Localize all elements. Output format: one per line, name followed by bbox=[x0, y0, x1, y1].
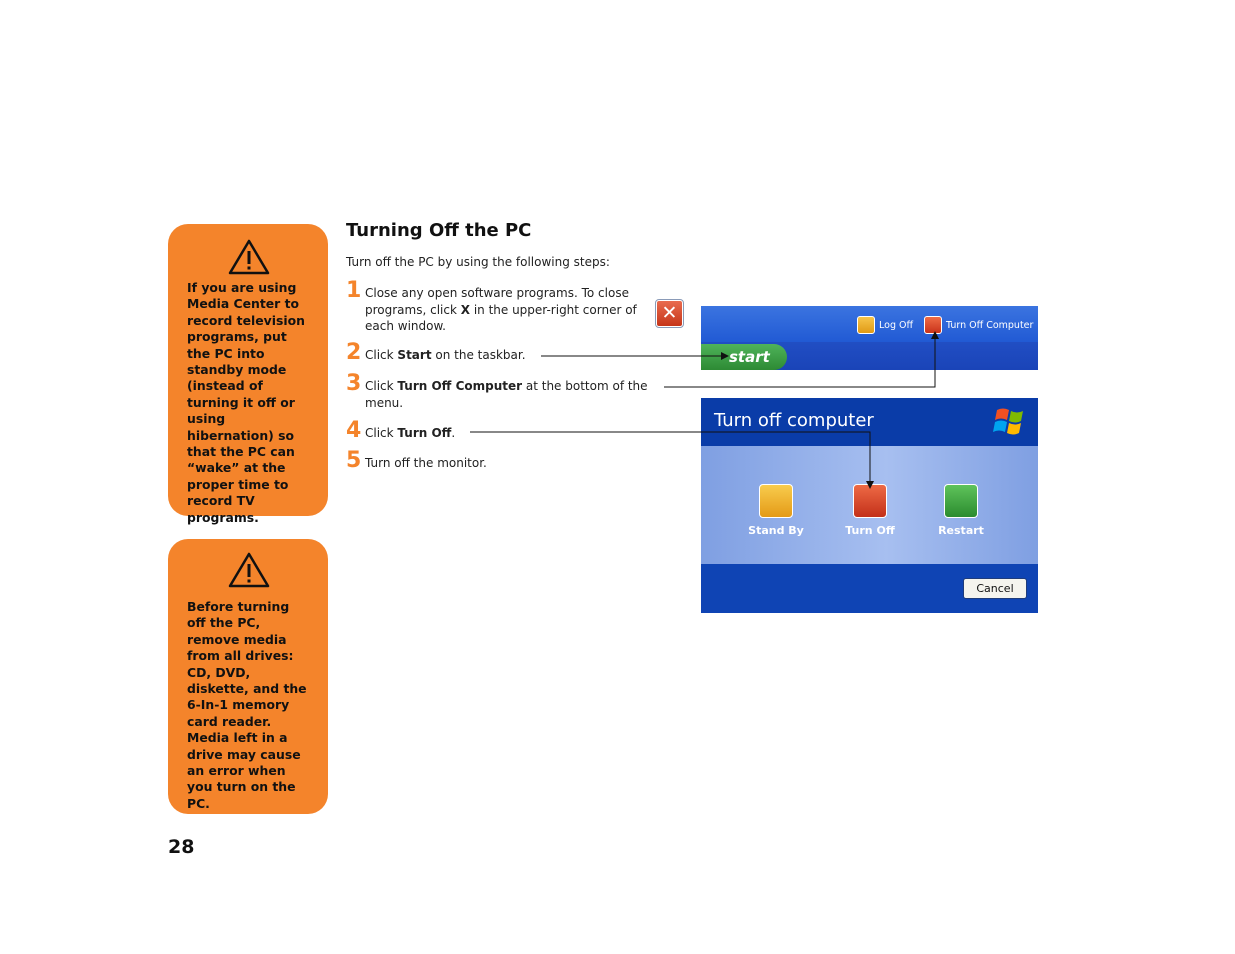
turn-off-label: Turn Off bbox=[845, 524, 895, 537]
restart-label: Restart bbox=[938, 524, 984, 537]
log-off-label: Log Off bbox=[879, 319, 914, 331]
close-window-button[interactable]: ✕ bbox=[656, 300, 683, 327]
step-number-2: 2 bbox=[346, 340, 362, 365]
turn-off-computer-label: Turn Off Computer bbox=[946, 319, 1034, 331]
page-number: 28 bbox=[168, 836, 195, 858]
callout-turn-off bbox=[470, 432, 870, 488]
step-number-3: 3 bbox=[346, 371, 362, 396]
warning-text-standby: If you are using Media Center to record television programs, put the PC into standby mode (instead of turning it off or using hibernation) so that the PC can “wake” at the proper time to record TV programs. bbox=[187, 280, 305, 525]
step-text-5: Turn off the monitor. bbox=[365, 456, 487, 470]
warning-text-media: Before turning off the PC, remove media from all drives: CD, DVD, diskette, and the 6-In-1 memory card reader. Media left in a drive may cause an error when you turn on the PC. bbox=[187, 599, 307, 811]
step-number-4: 4 bbox=[346, 418, 362, 443]
callout-turn-off-computer bbox=[664, 332, 935, 387]
step-text-2: Click Start on the taskbar. bbox=[365, 348, 526, 362]
stand-by-label: Stand By bbox=[748, 524, 804, 537]
dialog-title: Turn off computer bbox=[714, 410, 874, 431]
page-title: Turning Off the PC bbox=[346, 220, 532, 241]
step-text-4: Click Turn Off. bbox=[365, 426, 456, 440]
cancel-button[interactable]: Cancel bbox=[963, 578, 1027, 599]
step-text-1: Close any open software programs. To close programs, click X in the upper-right corner of each window. bbox=[365, 286, 637, 333]
step-number-1: 1 bbox=[346, 278, 362, 303]
step-number-5: 5 bbox=[346, 448, 362, 473]
intro-text: Turn off the PC by using the following steps: bbox=[346, 255, 610, 269]
step-text-3: Click Turn Off Computer at the bottom of the menu. bbox=[365, 379, 648, 410]
start-button[interactable]: start bbox=[701, 344, 787, 370]
